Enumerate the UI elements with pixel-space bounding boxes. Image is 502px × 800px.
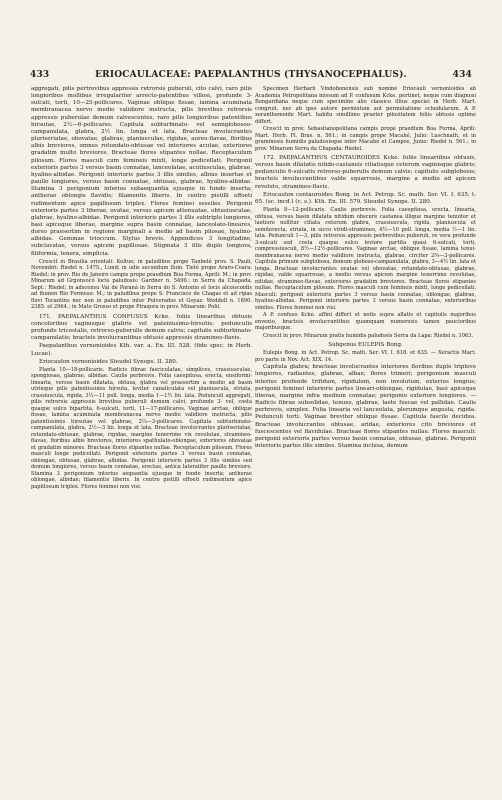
right-column [255, 86, 476, 451]
species-diagnosis: 172. PAEPALANTHUS CENTAUROIDES Kcke. foliis lineariibus obtusis, versus basin dilatatis nitido-castaneis ciliatisque ceterum vaginisque glabris; pedunculis 6-sulcatis retrorso-puberulis demum calvis; capitulis subglobosis; bracteis involucrantibus valde squarrosis, margine a medio ad apicem revoluto, stramineo-flavis. [255, 155, 476, 190]
description-paragraph: Planta 8—12-pollicaris. Caulis perbrevis. Folia caespitosa, erecta, linearia, obtusa, versus basin dilatata nitidum obscure castanea illique margine tenuiter et laetiore nollitur ciliata ceterum glabra, crassiuscula, rigida, planiuscula et semiterecta, striata, in sicco viridi-stramineo, 4½—10 poll. longa, media ½—1 lin. lata. Pedunculi 1—3, pilis retrorsis appressis perbrevibus puberuli, re vera profunde 3-sulcati sed costa quaque sulco leviore partita quasi 6-sulcati, torti, compressiusculi, 8½—12½-pollicares. Vaginae arctae, oblique fissae, lamina tenui-membranacea nervo medio validiore instructa, glabrae, circiter 2⅔—3-pollicares. Capitula primum subglobosa, demum globoso-campanulata, glabra, 3—4½ lin. lata et longa. Bracteae involucrantes ovatae vel obovatae, rotundato-obtusae, glabrae, rigidae, valde squarrosae, a medio versus apicem margine tenerrime revolutae, nitidae, stramineo-flavae, exteriores gradatim breviores. Bracteae flores stipantes nullae. Receptaculum pilosum. Flores masculi cum femineis mixti, longe pedicellati. Masculi: perigonii exterioris partes 3 versus basin connatae, oblongae, glabrae, hyalino-albidae. Perigonii interioris partes 3 versus basin connatae, exterioribus similes. Flores feminei non visi. [255, 207, 476, 311]
locality-paragraph: Crescit in prov. Minarum pratis humidis paludosis Serra da Lapa: Riedel n. 1063. [263, 332, 474, 339]
running-title: ERIOCAULACEAE: PAEPALANTHUS (THYSANOCEPHALUS). [95, 70, 407, 80]
synonym-line: Eriocaulon centauroides Bong. in Act. Petrop. Sc. math. Ser. VI. I. 635. t. 65. (sc. incd.) (c. s.). Kth. En. III. 579. Steudel Synops. II. 280. [255, 191, 476, 205]
species-diagnosis: 171. PAEPALANTHUS CONFUSUS Kcke. foliis linearibus obtusis concoloribus vaginisque glabris vel pateniusimo-hirsutis; pedunculis profunde tricostalis, retrorso-puberulis demum calvis; capitulis subturbinato-campanulatis; bracteis involucrantibus obtusis appressis stramineo-flavis. [31, 313, 252, 342]
note-paragraph: Specimen Herbarii Vindobonensis sub nomine Eriocauli vernonioides ab Academia Petropolitana missum ad P. confusum Kcke. pertinet, neque cum diagnosi Bongardiana neque cum specimine alio classico illius speciei in Herb. Mart. congruit, nec ab ipso autore permixtum aut permutatione schedularum. A P. xeranthemoide Mart. habitu simillimo praeter pilositatem foliis obtusis optime differt. [255, 86, 476, 125]
description-paragraph: Planta 10—18-pollicaris. Radicis fibrae fasciculatae, simplices, crassiusculae, spongiosae, glabrae, albidae. Caulis perbrevis. Folia caespitosa, erecta, ensiformi-linearia, versus basin dilatata, obtusa, glabra vel praesertim a medio ad basin utrinque pilis patentissimis hirsuta, leviter canaliculata vel planiuscula, striata, crassiuscula, rigida, 3½—11 poll. longa, media 1—1½ lin. lata. Pedunculi aggregati, pilis retrorsis appressis brevibus puberuli demum calvi, profunde 3- vel, costa quaque sulco bipartita, 6-sulcati, torti, 11—17-pollicares. Vaginae arctae, oblique fissae, lamina acuminata membranacea nervo medio validiore instructa, pilis patentissimis hirsutae vel glabrae, 2¼—3-pollicares. Capitula subturbinato-campanulata, glabra, 2½—3 lin. longa et lata. Bracteae involucrantes pluriseriatae, rotundato-obtusae, glabrae, rigidae, margine tenerrime vix revolutae, stramineo-flavae, floribus albis breviores, interiores spathulato-oblongae, exteriores obovatae et gradatim minores. Bracteae flores stipantes nullae. Receptaculum pilosum. Flores masculi longe pedicellati. Perigonii exterioris partes 3 versus basin connatae, oblongae, obtusae, glabrae, albidae. Perigonii interioris partes 3 illis similes sed demum longiores, versus basin connatae, erectae, antica lateraliter paullo breviore. Stamina 3 perigonium interius aequantia ejusque in fundo inserta; antherae oblongae, albidae; filamentis liberis. In centro pistilli effoeti rudimentum apice papillosum triplex. Flores feminei non visi. [31, 366, 252, 490]
running-head [30, 70, 472, 80]
note-paragraph: A P. confuso Kcke. affini differt et notis supra allatis et capitulis majoribus envexio, bracteis involucrantibus quamquam numerosis tamen paucioribus majoribusque. [255, 312, 476, 332]
subgenus-description: Capitula glabra; bracteae involucrantes interiores floribus duplo triplove longiores, radiantes, glabrae, albae; flores trimeri; perigonium masculi interius profunde trifidum, rigidulum, non involutum, exterius longius; perigonii feminei interioris partes lineari-oblongae, rigidulae, basi apiceque liberae, margine infra medium connatae; perigonio exteriore longiores. — Radicis fibrae subsolidae, tenues, glabrae, laete fuscae vel pallidae. Caulis perbrevis, simplex. Folia linearia vel lanceolata, plerumque angusta, rigida. Pedunculi torti. Vaginae breviter oblique fissae. Capitula fascile decidua. Bracteae involucrantes obtusae, aridae, exteriores cito breviores et fuscescentes vel flavidulae. Bracteae flores stipantes nullae. Flores masculi: perigonii exterioris partes versus basin connatae, obtusae, glabrae. Perigonii interioris partes illis similes. Stamina inclusa, demum [255, 364, 476, 449]
page-number: 433 [30, 70, 50, 80]
page-number-right: 434 [452, 70, 472, 80]
locality-paragraph: Crescit in prov. Sebastianopolitana campis prope praedium Boa Forma, Aprili: Mart. Herb. Fl. Bras. n. 561.; in campis prope Macahé, Julio: Luschnath, et in graminosis humidis paludosisque inter Macahé et Campos, Junio: Riedel n. 561.; in prov. Minarum Serra da Chapada: Riedel. [255, 126, 476, 152]
paragraph: aggregati, pilis pertrevibus appressis retrorsis puberuli, cito calvi, raro pilis longioribus mollibus irregulariter arrecto-patentibus villosi, profunde 3-sulcati, torti, 10—25-pollicares. Vaginae oblique fissae, lamina acuminata membranacea nervo medio validiore instructa, pilis brevibus retrorsis appressis puberulae demum calvescentes, raro pilis longioribus patentibus hirsutae, 2½—6-pollicares. Capitula subturbinato- vel semiglobosoo-campanulata, glabra, 2½ lin. longa et lata. Bracteae involucrantes pluriseriatae, obovatae, glabrae, planiusculae, rigidae, aureo-flavae, floribus albis breviores, omnes rotundato-obtusae vel interiores acutae, exteriores gradatim multo breviores. Bracteae flores stipantes nullae. Receptaculum pilosum. Flores masculi cum femineis mixti, longe pedicellati. Perigonii exterioris partes 3 versus basin connatae, lanceolatae, acutiusculae, glabrae, hyalino-albidae. Perigonii interioris partes 3 illis similes, albius insertae et paullo longiores, versus basin connatae, obtusae, glabrae, hyalino-albidae. Stamina 3 perigonium interius subaequantia ejusque in fundo inserta; antherae oblongis flavidis; filamentis liberis. In centro pistilli effoeti rudimentum apice papillosum triplex. Flores feminei sessiles. Perigonii exterioris partes 3 liberae, ovatae, versus apicem attenuatae, obtusiusculae, glabrae, hyalino-albidae. Perigonii interioris partes 3 illis subtriplo longiores, basi apiceque liberae, margine supra basin connatae, lanceolato-lineares, dorso praesertim in regione marginali a medio ad basin pilosae, hyalino-albidae. Gemmae trioccum. Stylus brevis. Appendices 3 longitudine, subclavatae, versus apicem papillosae. Stigmata 3 illis duplo longiora, filiformia, tenera, simplicia. [31, 86, 252, 257]
subgenus-heading: Subgenus EULEPIS Bong. [328, 342, 403, 349]
synonym-line: Eriocaulon vernonioides Steudel Synops. II. 280. [39, 358, 178, 365]
synonym-line: Paepalanthus vernonioides Kth. var. a. En. III. 528. (fide spec. in Herb. Lucae). [31, 343, 252, 357]
left-column [31, 86, 252, 491]
synonym-line: Eulepis Bong. in Act. Petrop. Sc. math. Ser. VI. I. 618. et 635. — Xeractis Mart. pro parte in Nov. Act. XIX. 14. [255, 350, 476, 363]
locality-paragraph: Crescit in Brasilia orientali: Koltue; in paludibus prope Tanbeté prov. S. Pauli, Novembri: Riedel n. 1475., Lund; in udis secundum flum. Tieté prope Araro-Coara: Riedel; in prov. Rio de Janeiro campis prope praedium Boa Forma, Aprili: M.; in prov. Minarum ad Grgonsocó locis paludosis: Gardner n. 5490.; in Serra da Chapada, Sept.: Riedel; in adscensu Vai de Paraná in Serra do S. Antonio et locis alcoiscoidis ad flumen Rio Formoso: M.; in paludibus prope S. Francisco de Chagas et ad ripas fluvi Tocantins nec non in paludibus inter Pulverados et Goyaz: Weddell n. 1890. 2385. et 2964.; in Mato Grosso et prope Piraqora in prov. Minarum: Pohl. [31, 258, 252, 311]
